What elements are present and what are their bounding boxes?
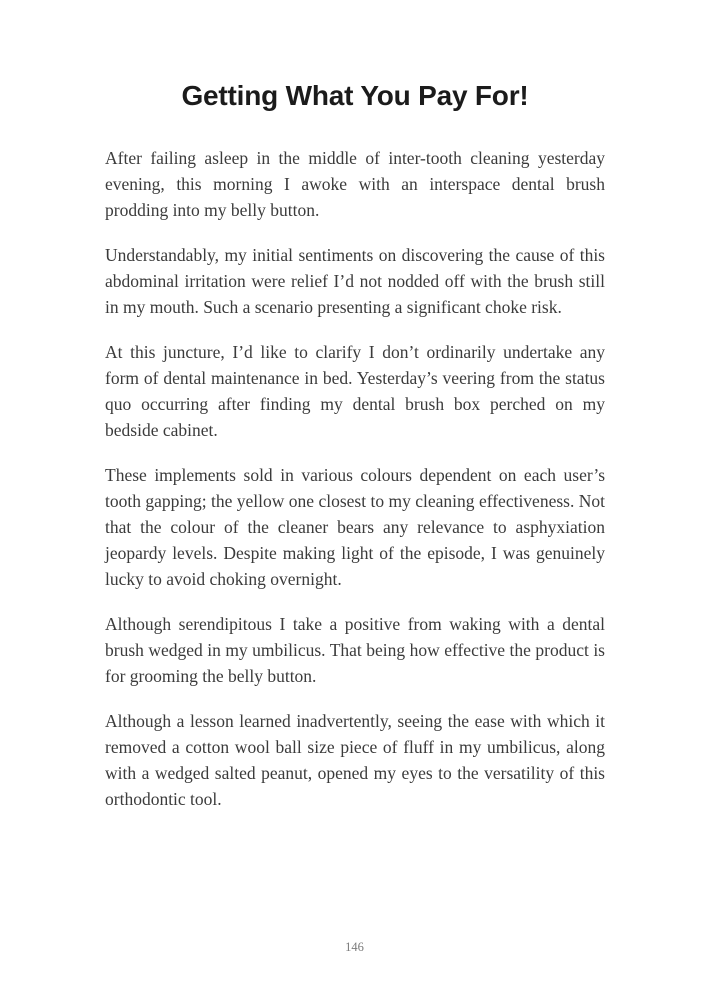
paragraph: Understandably, my initial sentiments on discovering the cause of this abdominal irritation were relief I’d not nodded off with the brush still in my mouth. Such a scenario presenting a significant choke risk. — [105, 245, 605, 317]
paragraph: These implements sold in various colours dependent on each user’s tooth gapping; the yellow one closest to my cleaning effectiveness. Not that the colour of the cleaner bears any relevance to asphyxiation jeopardy levels. Despite making light of the episode, I was genuinely lucky to avoid choking overnight. — [105, 465, 605, 589]
paragraph: After failing asleep in the middle of inter-tooth cleaning yesterday evening, this morning I awoke with an interspace dental brush prodding into my belly button. — [105, 148, 605, 220]
chapter-title: Getting What You Pay For! — [181, 80, 529, 111]
page-content — [105, 0, 605, 831]
paragraph: At this juncture, I’d like to clarify I don’t ordinarily undertake any form of dental maintenance in bed. Yesterday’s veering from the status quo occurring after finding my dental brush box perched on my bedside cabinet. — [105, 342, 605, 440]
paragraph: Although serendipitous I take a positive from waking with a dental brush wedged in my umbilicus. That being how effective the product is for grooming the belly button. — [105, 614, 605, 686]
paragraph: Although a lesson learned inadvertently, seeing the ease with which it removed a cotton wool ball size piece of fluff in my umbilicus, along with a wedged salted peanut, opened my eyes to the versatility of this orthodontic tool. — [105, 711, 605, 809]
body-paragraphs — [105, 145, 605, 812]
page-number: 146 — [345, 940, 364, 954]
